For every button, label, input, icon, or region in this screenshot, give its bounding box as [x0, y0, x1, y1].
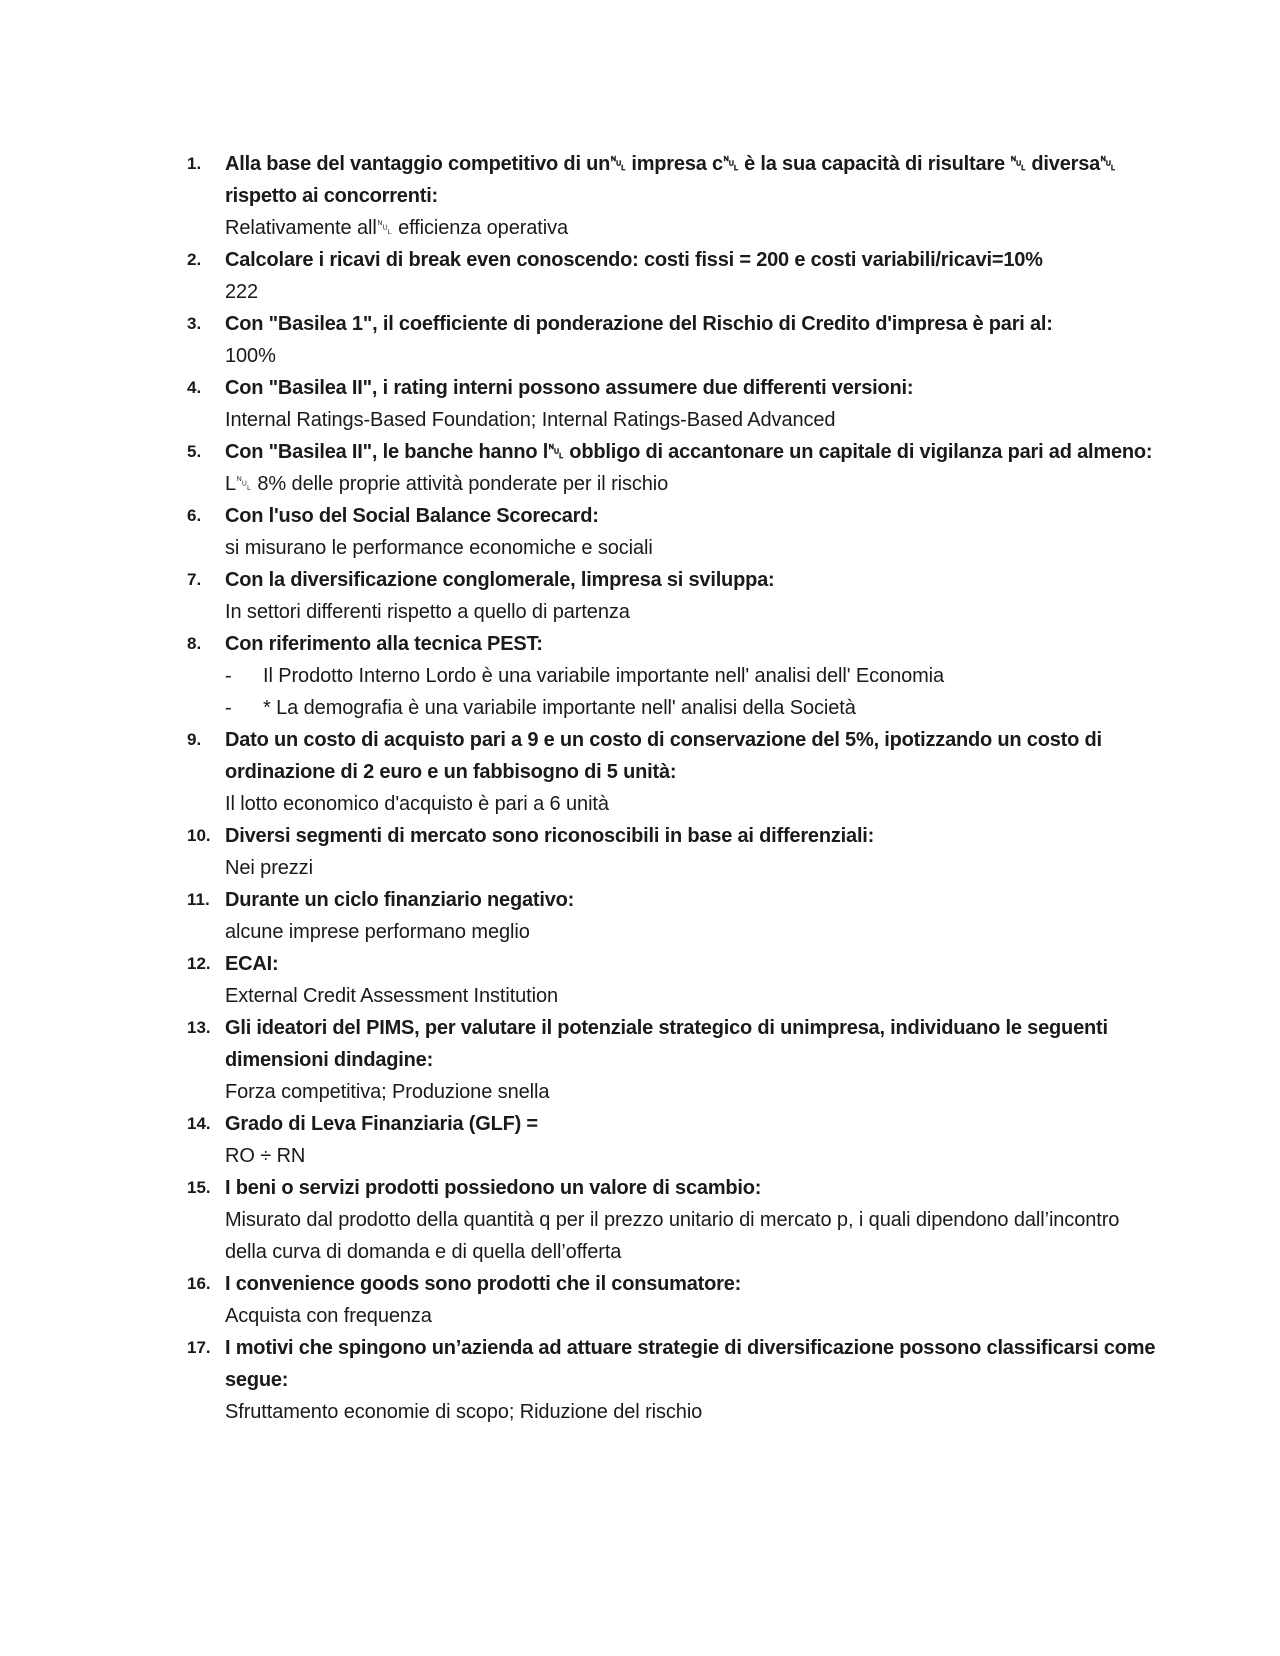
question-text: Con la diversificazione conglomerale, limpresa si sviluppa:: [225, 569, 775, 591]
question-number: 15.: [187, 1178, 211, 1197]
question-item-13: [187, 1012, 1160, 1108]
question-item-10: [187, 820, 1160, 884]
question-number: 10.: [187, 826, 211, 845]
question-number: 11.: [187, 890, 210, 909]
answer-text: Nei prezzi: [225, 857, 313, 879]
answer-bullet-text: Il Prodotto Interno Lordo è una variabile importante nell' analisi dell' Economia: [263, 665, 945, 687]
answer-text: Sfruttamento economie di scopo; Riduzione del rischio: [225, 1401, 703, 1423]
answer-bullet-item: [225, 692, 1160, 724]
answer-text: Forza competitiva; Produzione snella: [225, 1081, 550, 1103]
question-item-7: [187, 564, 1160, 628]
question-item-11: [187, 884, 1160, 948]
answer-text: Misurato dal prodotto della quantità q per il prezzo unitario di mercato p, i quali dipendono dall’incontro della curva di domanda e di quella dell’offerta: [225, 1209, 1120, 1263]
question-number: 13.: [187, 1018, 211, 1037]
question-item-16: [187, 1268, 1160, 1332]
answer-bullet-item: [225, 660, 1160, 692]
question-item-5: [187, 436, 1160, 500]
question-text: Alla base del vantaggio competitivo di un␀ impresa c␀ è la sua capacità di risultare ␀ diversa␀ rispetto ai concorrenti:: [225, 153, 1116, 207]
answer-text: RO ÷ RN: [225, 1145, 306, 1167]
question-number: 8.: [187, 634, 202, 653]
answer-text: External Credit Assessment Institution: [225, 985, 559, 1007]
question-item-15: [187, 1172, 1160, 1268]
answer-text: 100%: [225, 345, 276, 367]
question-list: [187, 148, 1160, 1428]
question-text: Con l'uso del Social Balance Scorecard:: [225, 505, 599, 527]
question-text: Dato un costo di acquisto pari a 9 e un costo di conservazione del 5%, ipotizzando un costo di ordinazione di 2 euro e un fabbisogno di 5 unità:: [225, 729, 1102, 783]
bullet-dash: -: [225, 697, 232, 719]
answer-text: alcune imprese performano meglio: [225, 921, 530, 943]
answer-text: Internal Ratings-Based Foundation; Internal Ratings-Based Advanced: [225, 409, 836, 431]
question-number: 9.: [187, 730, 202, 749]
question-text: Con "Basilea 1", il coefficiente di ponderazione del Rischio di Credito d'impresa è pari al:: [225, 313, 1053, 335]
question-item-9: [187, 724, 1160, 820]
question-item-1: [187, 148, 1160, 244]
question-number: 7.: [187, 570, 202, 589]
answer-text: 222: [225, 281, 259, 303]
question-text: I beni o servizi prodotti possiedono un valore di scambio:: [225, 1177, 762, 1199]
question-text: Con "Basilea II", le banche hanno l␀ obbligo di accantonare un capitale di vigilanza pari ad almeno:: [225, 441, 1153, 463]
question-number: 16.: [187, 1274, 211, 1293]
question-item-8: [187, 628, 1160, 724]
question-text: Con "Basilea II", i rating interni possono assumere due differenti versioni:: [225, 377, 914, 399]
answer-bullet-text: * La demografia è una variabile importante nell' analisi della Società: [263, 697, 856, 719]
question-text: I convenience goods sono prodotti che il consumatore:: [225, 1273, 742, 1295]
question-number: 5.: [187, 442, 202, 461]
answer-text: Acquista con frequenza: [225, 1305, 432, 1327]
question-number: 12.: [187, 954, 211, 973]
answer-text: si misurano le performance economiche e sociali: [225, 537, 653, 559]
question-text: Gli ideatori del PIMS, per valutare il potenziale strategico di unimpresa, individuano le seguenti dimensioni dindagine:: [225, 1017, 1108, 1071]
answer-bullet-list: [225, 660, 1160, 724]
question-text: Calcolare i ricavi di break even conoscendo: costi fissi = 200 e costi variabili/ricavi=10%: [225, 249, 1043, 271]
question-text: Durante un ciclo finanziario negativo:: [225, 889, 575, 911]
question-item-2: [187, 244, 1160, 308]
answer-text: In settori differenti rispetto a quello di partenza: [225, 601, 630, 623]
bullet-dash: -: [225, 665, 232, 687]
question-text: Con riferimento alla tecnica PEST:: [225, 633, 543, 655]
question-item-14: [187, 1108, 1160, 1172]
question-number: 1.: [187, 154, 202, 173]
answer-text: Il lotto economico d'acquisto è pari a 6 unità: [225, 793, 609, 815]
question-item-4: [187, 372, 1160, 436]
question-number: 6.: [187, 506, 202, 525]
question-number: 17.: [187, 1338, 211, 1357]
question-number: 2.: [187, 250, 202, 269]
question-text: Diversi segmenti di mercato sono riconoscibili in base ai differenziali:: [225, 825, 875, 847]
question-text: I motivi che spingono un’azienda ad attuare strategie di diversificazione possono classificarsi come segue:: [225, 1337, 1156, 1391]
question-item-17: [187, 1332, 1160, 1428]
question-number: 14.: [187, 1114, 211, 1133]
question-item-12: [187, 948, 1160, 1012]
question-item-3: [187, 308, 1160, 372]
question-number: 4.: [187, 378, 202, 397]
question-text: Grado di Leva Finanziaria (GLF) =: [225, 1113, 538, 1135]
question-text: ECAI:: [225, 953, 279, 975]
answer-text: Relativamente all␀ efficienza operativa: [225, 217, 569, 239]
answer-text: L␀ 8% delle proprie attività ponderate per il rischio: [225, 473, 669, 495]
question-item-6: [187, 500, 1160, 564]
question-number: 3.: [187, 314, 202, 333]
